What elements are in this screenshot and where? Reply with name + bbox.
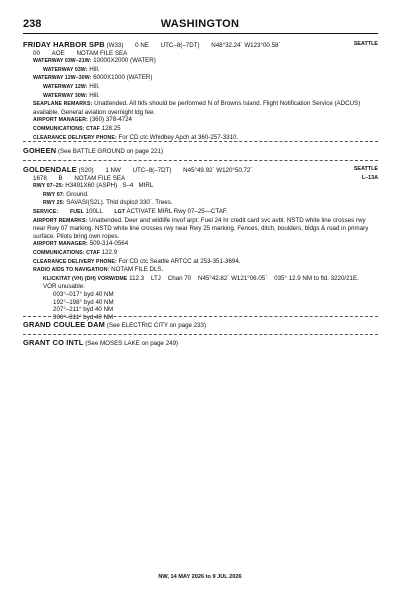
waterway-value: Hill. bbox=[89, 65, 100, 73]
airport-name: GRAND COULEE DAM bbox=[23, 320, 106, 329]
airport-location: 1 NW bbox=[105, 167, 121, 174]
entry-grand-coulee-dam bbox=[23, 321, 378, 330]
runway-value: H3491X60 (ASPH) S–4 MIRL bbox=[65, 182, 154, 190]
elevation: 00 bbox=[33, 49, 40, 57]
fuel-label: FUEL bbox=[69, 208, 84, 215]
airport-manager-phone: (360) 378-4724 bbox=[89, 116, 132, 124]
vor-unusable-range: 192°–198° byd 40 NM bbox=[53, 298, 114, 306]
runway-end-value: SAVASI(S2L). Thld dsplcd 330´. Trees. bbox=[66, 199, 173, 207]
clearance-delivery-label: CLEARANCE DELIVERY PHONE: bbox=[33, 258, 117, 265]
notam-file: NOTAM FILE SEA bbox=[76, 49, 128, 57]
lighting-label: LGT bbox=[114, 208, 126, 215]
vor-label: KLICKITAT (VH) (DH) VORW/DME bbox=[43, 275, 128, 282]
waterway-value: Hill. bbox=[89, 82, 100, 90]
clearance-delivery-text: For CD ctc Whidbey Apch at 360-257-3310. bbox=[118, 133, 239, 141]
lighting-value: ACTIVATE MIRL Rwy 07–25—CTAF. bbox=[126, 207, 228, 215]
service-label: SERVICE: bbox=[33, 208, 59, 215]
runway-label: RWY 07–25: bbox=[33, 183, 64, 190]
page-number: 238 bbox=[23, 18, 42, 30]
airport-name: GOHEEN bbox=[23, 146, 57, 155]
coordinates: N45°49.92´ W120°50.72´ bbox=[183, 167, 253, 174]
cross-reference: (See BATTLE GROUND on page 221) bbox=[57, 148, 164, 155]
vor-unusable-range: 003°–017° byd 40 NM bbox=[53, 290, 114, 298]
radio-aids-label: RADIO AIDS TO NAVIGATION: bbox=[33, 267, 110, 274]
seaplane-remarks-label: SEAPLANE REMARKS: bbox=[33, 101, 93, 108]
vor-unusable-label: VOR unusable: bbox=[43, 283, 85, 291]
clearance-delivery-text: For CD ctc Seattle ARTCC at 253-351-3694. bbox=[118, 257, 241, 265]
waterway-label: WATERWAY 12W–30W: bbox=[33, 75, 92, 82]
clearance-delivery-label: CLEARANCE DELIVERY PHONE: bbox=[33, 134, 117, 141]
waterway-label: WATERWAY 03W–21W: bbox=[33, 58, 92, 65]
waterway-label: WATERWAY 30W: bbox=[43, 92, 88, 99]
waterway-value: 10000X2000 (WATER) bbox=[93, 57, 156, 65]
entry-divider bbox=[23, 141, 378, 142]
sectional-chart: SEATTLE bbox=[353, 166, 378, 172]
airport-ident: (W33) bbox=[106, 42, 124, 49]
utc-offset: UTC–8(–7DT) bbox=[160, 42, 200, 49]
page-state-title: WASHINGTON bbox=[160, 18, 240, 30]
airport-remarks-label: AIRPORT REMARKS: bbox=[33, 217, 88, 224]
entry-goldendale bbox=[23, 166, 378, 321]
airport-name: GRANT CO INTL bbox=[23, 338, 84, 347]
vor-unusable-range: 306°–311° byd 40 NM bbox=[53, 313, 114, 321]
cross-reference: (See ELECTRIC CITY on page 233) bbox=[106, 322, 207, 329]
communications-label: COMMUNICATIONS: CTAF bbox=[33, 249, 100, 256]
entry-divider bbox=[23, 316, 378, 317]
vor-unusable-range: 207°–211° byd 40 NM bbox=[53, 306, 114, 314]
entry-goheen bbox=[23, 147, 378, 156]
airport-remarks-text: Unattended. Deer and wildlife invof arpt. Fuel 24 hr credit card svc avbl. NSTD white line crosses rwy near Rwy 07 marking. NSTD white line crosses rwy near Rwy 25 marking. Fences, ditch, boulders, bldgs & road in primary surface. Pilots bring own ropes. bbox=[33, 216, 369, 240]
airport-manager-label: AIRPORT MANAGER: bbox=[33, 117, 88, 124]
radio-aids-value: NOTAM FILE DLS. bbox=[111, 266, 164, 274]
communications-label: COMMUNICATIONS: CTAF bbox=[33, 125, 100, 132]
entry-divider bbox=[23, 160, 378, 161]
runway-end-label: RWY 25: bbox=[43, 200, 65, 207]
entry-friday-harbor-spb bbox=[23, 41, 378, 142]
utc-offset: UTC–8(–7DT) bbox=[132, 167, 172, 174]
airport-location: 0 NE bbox=[135, 42, 149, 49]
waterway-value: Hill. bbox=[89, 91, 100, 99]
coordinates: N48°32.24´ W123°00.58´ bbox=[211, 42, 281, 49]
runway-end-value: Ground. bbox=[66, 190, 89, 198]
airport-manager-label: AIRPORT MANAGER: bbox=[33, 241, 88, 248]
ctaf-frequency: 122.9 bbox=[101, 248, 118, 256]
waterway-value: 6000X1000 (WATER) bbox=[93, 74, 153, 82]
ctaf-frequency: 128.25 bbox=[101, 124, 121, 132]
effective-dates-footer: NW, 14 MAY 2026 to 9 JUL 2026 bbox=[158, 574, 242, 580]
notam-file: NOTAM FILE SEA bbox=[74, 174, 126, 182]
fuel-value: 100LL bbox=[85, 207, 103, 215]
airport-ident: (S20) bbox=[78, 167, 94, 174]
vor-value: 112.3 LTJ Chan 70 N45°42.82´ W121°06.05´ 035° 12.9 NM to fld. 3220/21E. bbox=[129, 274, 359, 282]
runway-end-label: RWY 07: bbox=[43, 191, 65, 198]
airport-name: FRIDAY HARBOR SPB bbox=[23, 40, 105, 49]
sectional-chart: SEATTLE bbox=[353, 41, 378, 47]
entry-grant-co-intl bbox=[23, 339, 378, 348]
airport-manager-phone: 509-314-0564 bbox=[89, 240, 129, 248]
elevation: 1678 bbox=[33, 174, 47, 182]
aoe: AOE bbox=[51, 49, 65, 57]
fuel-class: B bbox=[58, 174, 63, 182]
seaplane-remarks-text: Unattended. All tkfs should be performed N of Browns Island. Flight Notification Service (ADCUS) available. General aviation overnight ldg fee. bbox=[33, 100, 361, 116]
airport-name: GOLDENDALE bbox=[23, 165, 77, 174]
enroute-chart: L–13A bbox=[361, 174, 378, 181]
waterway-label: WATERWAY 12W: bbox=[43, 83, 88, 90]
header-rule bbox=[23, 33, 378, 34]
entry-divider bbox=[23, 334, 378, 335]
cross-reference: (See MOSES LAKE on page 249) bbox=[85, 340, 179, 347]
waterway-label: WATERWAY 03W: bbox=[43, 66, 88, 73]
